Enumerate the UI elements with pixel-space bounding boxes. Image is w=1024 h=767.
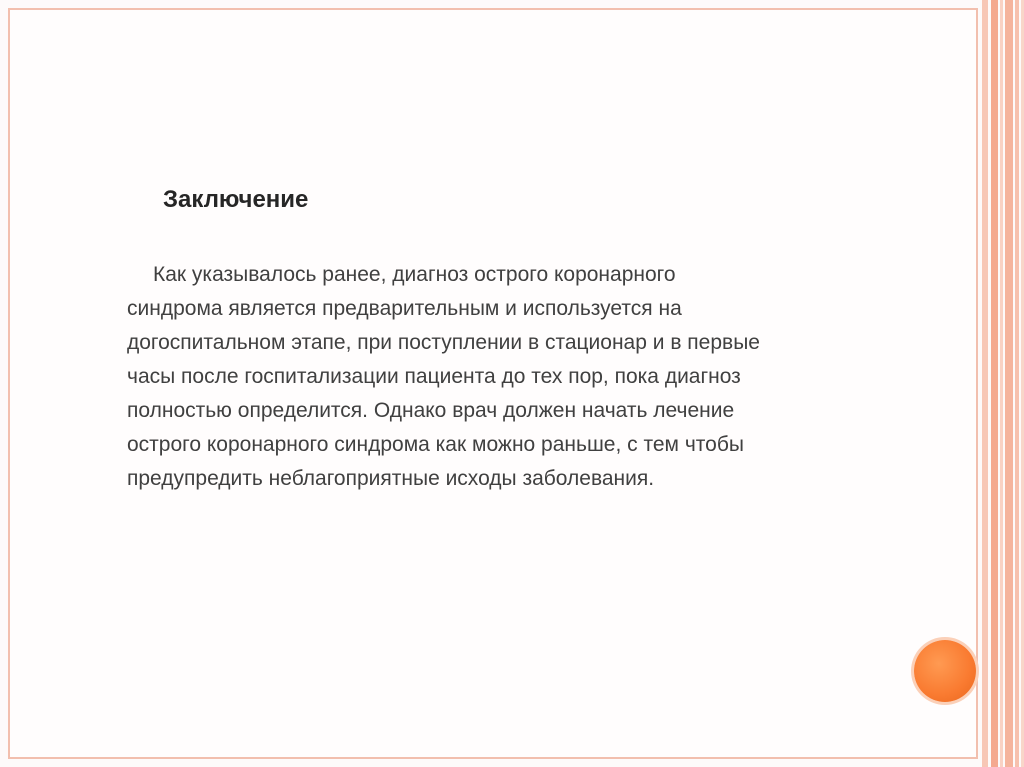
body-line: полностью определится. Однако врач должен начать лечение [127,399,735,422]
decorative-stripe [1015,0,1019,767]
orange-circle-decoration [914,640,976,702]
decorative-stripe [991,0,998,767]
decorative-stripe [982,0,988,767]
slide-body [127,258,927,496]
body-line: острого коронарного синдрома как можно раньше, с тем чтобы [127,433,744,456]
decorative-stripe [1000,0,1003,767]
body-line: синдрома является предварительным и используется на [127,297,682,320]
body-line: догоспитальном этапе, при поступлении в стационар и в первые [127,331,760,354]
body-line: часы после госпитализации пациента до тех пор, пока диагноз [127,365,741,388]
decorative-stripe [1005,0,1013,767]
body-line: предупредить неблагоприятные исходы заболевания. [127,467,655,490]
body-line: Как указывалось ранее, диагноз острого коронарного [153,263,676,286]
slide-title: Заключение [163,186,309,213]
